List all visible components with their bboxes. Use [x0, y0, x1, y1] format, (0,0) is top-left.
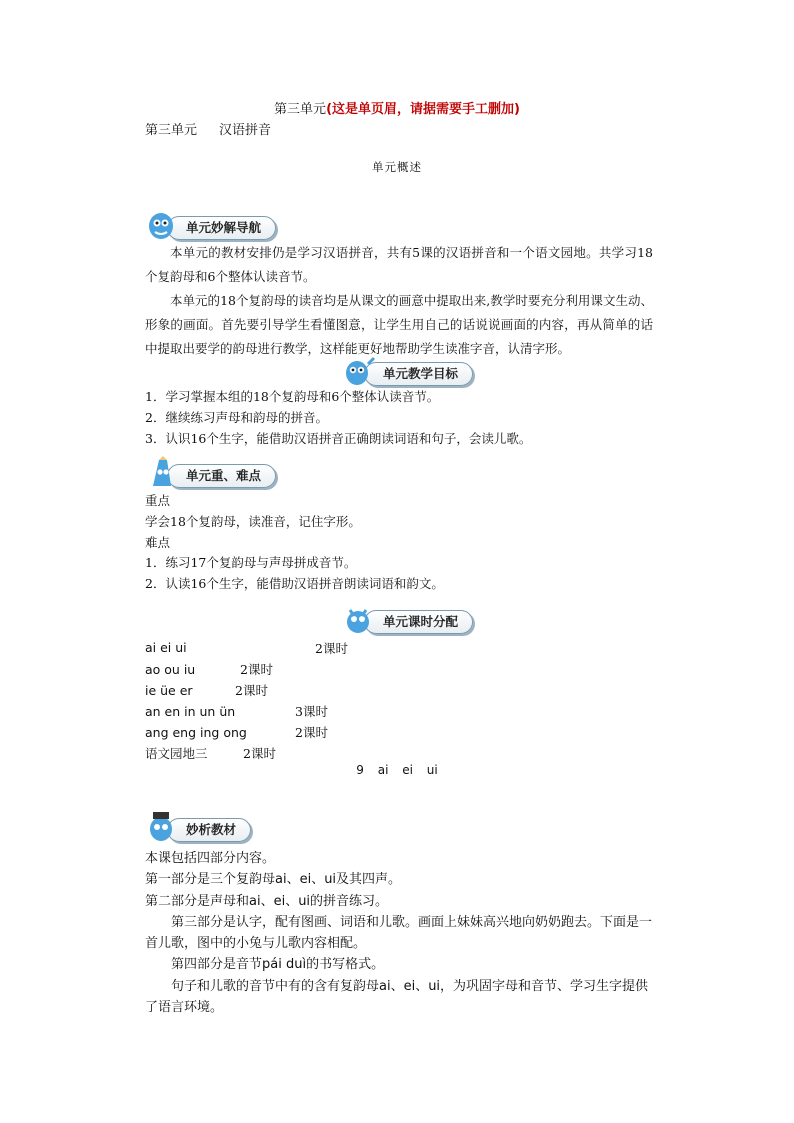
schedule-hours: 2课时	[240, 661, 273, 677]
page-header	[0, 98, 794, 117]
schedule-table	[145, 637, 348, 763]
key-text: 学会18个复韵母，读准音，记住字形。	[145, 513, 361, 529]
mascot-icon	[145, 208, 179, 242]
difficult-item: 2．认读16个生字，能借助汉语拼音朗读词语和韵文。	[145, 576, 444, 592]
mascot-icon	[145, 810, 179, 844]
guide-text	[145, 241, 653, 361]
section-banner-goals	[342, 354, 502, 388]
schedule-item: ao ou iu	[145, 661, 196, 677]
section-banner-keypoints	[145, 456, 295, 490]
guide-paragraph: 本单元的18个复韵母的读音均是从课文的画意中提取出来,教学时要充分利用课文生动、形象的画面。首先要引导学生看懂图意，让学生用自己的话说说画面的内容，再从简单的话中提取出要学的韵母进行教学，这样能更好地帮助学生读准字音，认清字形。	[145, 293, 653, 356]
schedule-row	[145, 637, 348, 658]
analysis-paragraph: 句子和儿歌的音节中有的含有复韵母ai、ei、ui，为巩固字母和音节、学习生字提供了语言环境。	[145, 978, 649, 1016]
overview-title: 单元概述	[372, 160, 422, 174]
schedule-row	[145, 700, 348, 721]
header-prefix: 第三单元	[274, 102, 327, 117]
banner-title-analysis: 妙析教材	[167, 818, 251, 842]
schedule-item: an en in un ün	[145, 703, 236, 719]
schedule-row	[145, 658, 348, 679]
schedule-item: ie üe er	[145, 682, 193, 698]
schedule-hours: 2课时	[235, 682, 268, 698]
difficult-label: 难点	[145, 534, 171, 550]
banner-title-schedule: 单元课时分配	[364, 610, 473, 634]
section-banner-schedule	[342, 602, 502, 636]
unit-title	[145, 119, 271, 138]
schedule-row	[145, 721, 348, 742]
analysis-paragraph: 第三部分是认字，配有图画、词语和儿歌。画面上妹妹高兴地向奶奶跑去。下面是一首儿歌，图中的小兔与儿歌内容相配。	[145, 914, 653, 952]
schedule-hours: 2课时	[315, 640, 348, 656]
banner-title-goals: 单元教学目标	[364, 362, 473, 386]
schedule-hours: 2课时	[243, 745, 276, 761]
schedule-row	[145, 742, 348, 763]
pencil-mascot-icon	[145, 456, 179, 490]
schedule-item: ai ei ui	[145, 640, 187, 655]
section-banner-analysis	[145, 810, 265, 844]
guide-paragraph: 本单元的教材安排仍是学习汉语拼音，共有5课的汉语拼音和一个语文园地。共学习18个复韵母和6个整体认读音节。	[145, 245, 653, 284]
section-banner-guide	[145, 208, 345, 242]
mascot-icon	[342, 602, 376, 636]
schedule-item: ang eng ing ong	[145, 724, 247, 740]
banner-title-guide: 单元妙解导航	[167, 216, 276, 240]
difficult-item: 1．练习17个复韵母与声母拼成音节。	[145, 555, 357, 571]
schedule-hours: 2课时	[295, 724, 328, 740]
mascot-icon	[342, 354, 376, 388]
goals-list	[145, 387, 531, 449]
analysis-paragraph: 第二部分是声母和ai、ei、ui的拼音练习。	[145, 893, 389, 909]
goal-item: 2．继续练习声母和韵母的拼音。	[145, 409, 328, 425]
keypoints-block	[145, 491, 444, 595]
unit-label: 第三单元	[145, 123, 198, 138]
analysis-text	[145, 848, 655, 1018]
schedule-hours: 3课时	[295, 703, 328, 719]
header-note: (这是单页眉，请据需要手工删加)	[326, 102, 520, 117]
analysis-paragraph: 本课包括四部分内容。	[145, 851, 276, 866]
goal-item: 3．认识16个生字，能借助汉语拼音正确朗读词语和句子，会读儿歌。	[145, 430, 532, 446]
analysis-paragraph: 第四部分是音节pái duì的书写格式。	[171, 957, 385, 973]
goal-item: 1．学习掌握本组的18个复韵母和6个整体认读音节。	[145, 389, 440, 404]
schedule-item: 语文园地三	[145, 745, 208, 761]
unit-topic: 汉语拼音	[219, 123, 272, 138]
banner-title-keypoints: 单元重、难点	[167, 464, 276, 488]
analysis-paragraph: 第一部分是三个复韵母ai、ei、ui及其四声。	[145, 872, 402, 888]
schedule-row	[145, 679, 348, 700]
lesson-heading: 9 ai ei ui	[356, 763, 438, 777]
key-label: 重点	[145, 493, 171, 508]
